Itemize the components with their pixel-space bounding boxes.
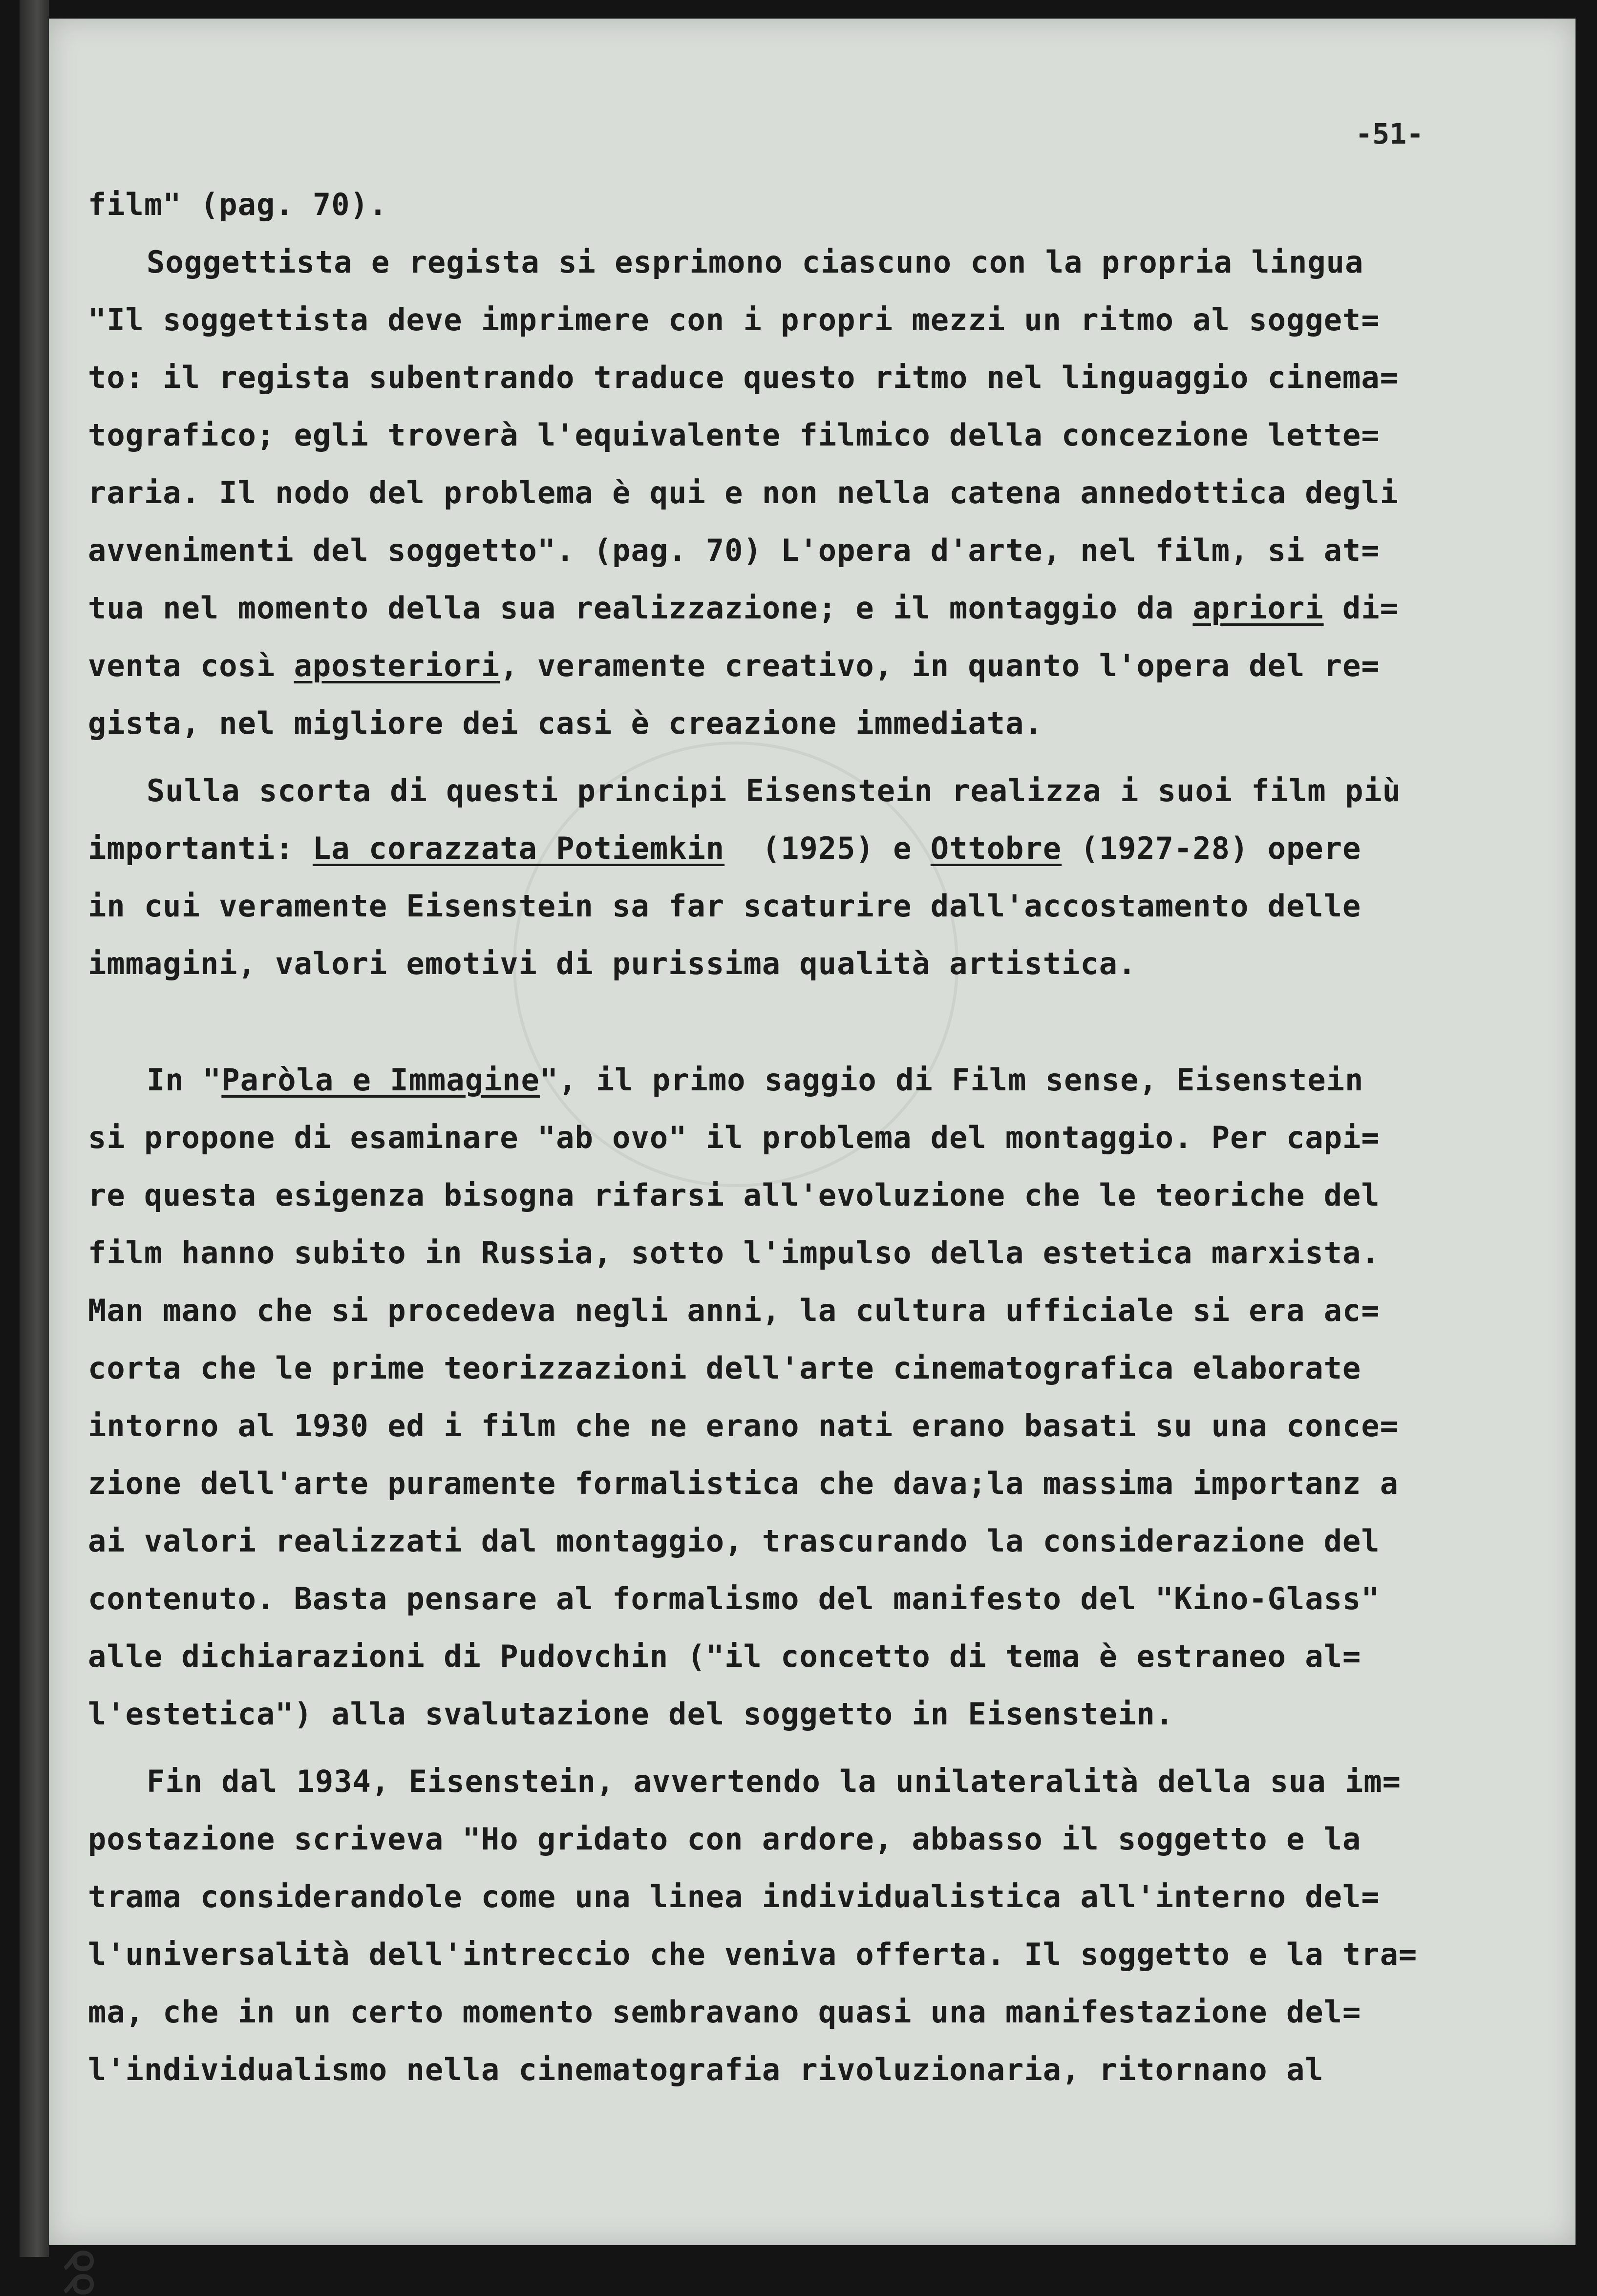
text-line: tografico; egli troverà l'equivalente filmico della concezione lette= [88,417,1380,453]
text-line: intorno al 1930 ed i film che ne erano nati erano basati su una conce= [88,1408,1399,1444]
underlined-term: apriori [1192,590,1324,626]
text-line: Man mano che si procedeva negli anni, la cultura ufficiale si era ac= [88,1293,1380,1328]
text-line: gista, nel migliore dei casi è creazione immediata. [88,705,1043,741]
text-line: contenuto. Basta pensare al formalismo del manifesto del "Kino-Glass" [88,1581,1380,1616]
binder-edge [20,0,49,2257]
text-line: Sulla scorta di questi principi Eisenstein realizza i suoi film più [147,773,1401,808]
document-body [88,176,1514,2099]
text-line: immagini, valori emotivi di purissima qualità artistica. [88,946,1137,981]
text-line [88,579,1514,637]
text-line: "Il soggettista deve imprimere con i propri mezzi un ritmo al sogget= [88,302,1380,338]
text-run: di= [1323,590,1399,626]
text-run: In " [147,1062,222,1098]
faded-margin-mark: ꝺꝺ [57,2249,102,2296]
text-line: l'universalità dell'intreccio che veniva offerta. Il soggetto e la tra= [88,1936,1418,1972]
text-run: ", il primo saggio di Film sense, Eisenstein [539,1062,1364,1098]
text-line: corta che le prime teorizzazioni dell'arte cinematografica elaborate [88,1350,1362,1386]
text-line: l'estetica") alla svalutazione del soggetto in Eisenstein. [88,1696,1174,1732]
page-number: -51- [1355,117,1424,150]
text-line: si propone di esaminare "ab ovo" il problema del montaggio. Per capi= [88,1120,1380,1155]
text-line: ai valori realizzati dal montaggio, trascurando la considerazione del [88,1523,1380,1559]
text-line: to: il regista subentrando traduce questo ritmo nel linguaggio cinema= [88,360,1399,395]
text-line: re questa esigenza bisogna rifarsi all'evoluzione che le teoriche del [88,1177,1380,1213]
text-run: venta così [88,648,294,683]
text-line: Soggettista e regista si esprimono ciascuno con la propria lingua [147,244,1364,280]
text-line: zione dell'arte puramente formalistica che dava;la massima importanz a [88,1466,1399,1501]
text-line [88,637,1514,695]
film-title: Ottobre [930,830,1062,866]
text-run: importanti: [88,830,313,866]
text-line [88,820,1514,877]
text-line: postazione scriveva "Ho gridato con ardore, abbasso il soggetto e la [88,1821,1362,1857]
text-line: film hanno subito in Russia, sotto l'impulso della estetica marxista. [88,1235,1380,1271]
text-line: l'individualismo nella cinematografia rivoluzionaria, ritornano al [88,2052,1324,2087]
underlined-term: aposteriori [294,648,500,683]
essay-title: Paròla e Immagine [221,1062,540,1098]
text-line: alle dichiarazioni di Pudovchin ("il concetto di tema è estraneo al= [88,1638,1362,1674]
text-line: ma, che in un certo momento sembravano quasi una manifestazione del= [88,1994,1362,2030]
text-line: film" (pag. 70). [88,187,388,222]
text-line [88,1051,1514,1109]
text-line: Fin dal 1934, Eisenstein, avvertendo la unilateralità della sua im= [147,1764,1401,1799]
text-run: tua nel momento della sua realizzazione; e il montaggio da [88,590,1193,626]
text-run: , veramente creativo, in quanto l'opera del re= [500,648,1380,683]
text-run: (1925) e [724,830,931,866]
text-line: avvenimenti del soggetto". (pag. 70) L'opera d'arte, nel film, si at= [88,532,1380,568]
paragraph-gap [88,993,1514,1051]
text-line: raria. Il nodo del problema è qui e non nella catena annedottica degli [88,475,1399,510]
text-line: trama considerandole come una linea individualistica all'interno del= [88,1879,1380,1914]
text-run: (1927-28) opere [1062,830,1362,866]
film-title: La corazzata Potiemkin [312,830,725,866]
text-line: in cui veramente Eisenstein sa far scaturire dall'accostamento delle [88,888,1362,924]
